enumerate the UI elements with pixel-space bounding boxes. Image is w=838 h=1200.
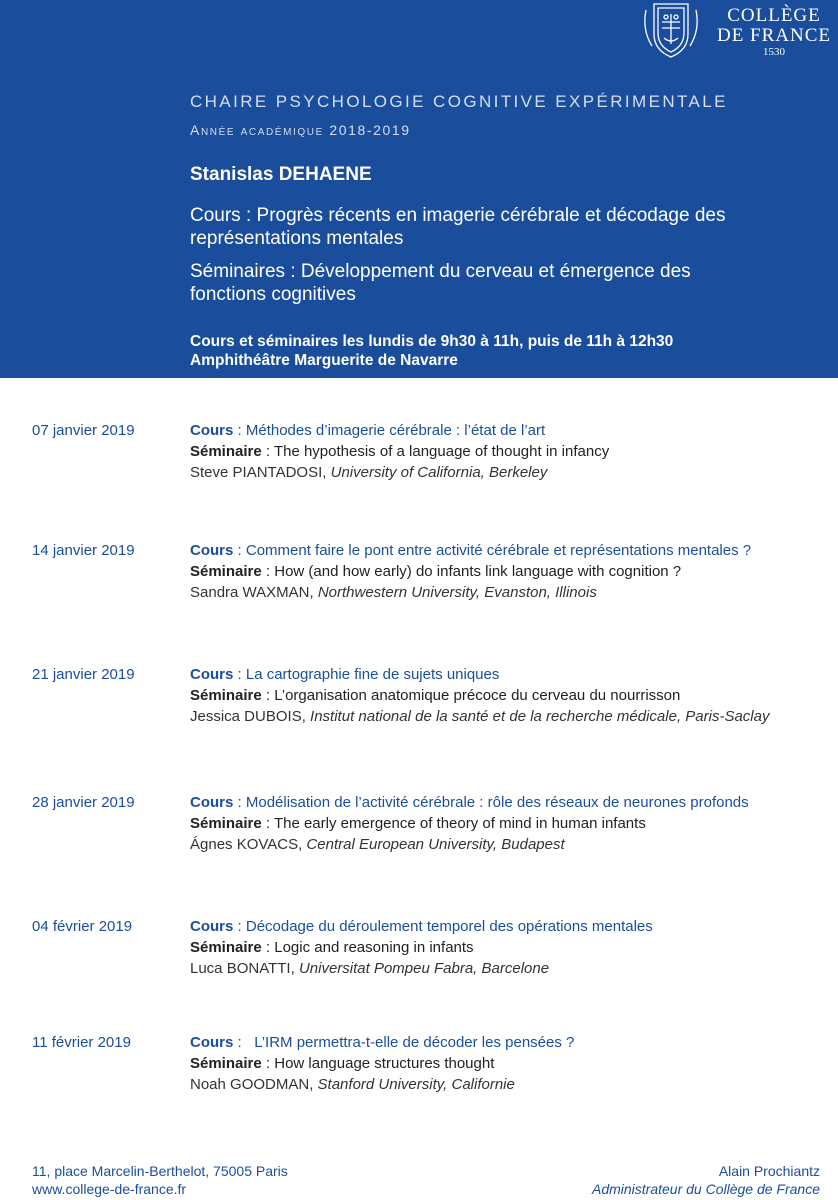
course-title: Modélisation de l’activité cérébrale : rôle des réseaux de neurones profonds — [245, 794, 749, 811]
session-speaker — [190, 464, 547, 481]
course-title: Comment faire le pont entre activité cérébrale et représentations mentales ? — [245, 542, 752, 559]
schedule-times: Cours et séminaires les lundis de 9h30 à 11h, puis de 11h à 12h30 — [190, 333, 674, 350]
course-heading: Cours : Progrès récents en imagerie cérébrale et décodage des représentations mentales — [190, 205, 726, 249]
seminar-title: The early emergence of theory of mind in human infants — [273, 815, 646, 832]
logo-text — [714, 6, 834, 58]
course-title: Méthodes d’imagerie cérébrale : l’état de l’art — [245, 422, 546, 439]
session-date: 11 février 2019 — [32, 1034, 131, 1051]
professor-name: Stanislas DEHAENE — [190, 164, 372, 185]
session-date: 21 janvier 2019 — [32, 666, 135, 683]
session-course: Cours : La cartographie fine de sujets uniques — [190, 666, 500, 683]
session-row — [0, 422, 838, 502]
speaker-institution: Institut national de la santé et de la recherche médicale, Paris-Saclay — [310, 708, 770, 725]
session-seminar: Séminaire : How (and how early) do infants link language with cognition ? — [190, 563, 682, 580]
session-speaker — [190, 960, 549, 977]
college-de-france-logo — [628, 0, 838, 62]
session-row — [0, 918, 838, 998]
course-label: Cours — [190, 666, 234, 683]
session-speaker — [190, 584, 597, 601]
seminar-title: Logic and reasoning in infants — [274, 939, 474, 956]
course-label: Cours — [190, 422, 234, 439]
logo-line-1: COLLÈGE — [727, 5, 821, 26]
chair-title: CHAIRE PSYCHOLOGIE COGNITIVE EXPÉRIMENTALE — [190, 92, 728, 111]
schedule-info — [190, 332, 673, 370]
speaker-name: Sandra WAXMAN, — [190, 584, 314, 601]
seminar-title: The hypothesis of a language of thought in infancy — [273, 443, 610, 460]
session-date: 07 janvier 2019 — [32, 422, 135, 439]
session-row — [0, 794, 838, 874]
seminar-heading-label: Séminaires — [190, 261, 286, 282]
seminar-label: Séminaire — [190, 443, 262, 460]
seminar-label: Séminaire — [190, 687, 262, 704]
header-banner — [0, 0, 838, 378]
course-label: Cours — [190, 1034, 234, 1051]
speaker-institution: Stanford University, Californie — [317, 1076, 515, 1093]
speaker-institution: Universitat Pompeu Fabra, Barcelone — [298, 960, 550, 977]
seminar-label: Séminaire — [190, 563, 262, 580]
seminar-title: L’organisation anatomique précoce du cerveau du nourrisson — [274, 687, 681, 704]
seminar-title: How (and how early) do infants link language with cognition ? — [274, 563, 682, 580]
session-seminar: Séminaire : Logic and reasoning in infants — [190, 939, 474, 956]
session-course: Cours : Comment faire le pont entre activité cérébrale et représentations mentales ? — [190, 542, 752, 559]
session-speaker — [190, 836, 565, 853]
crest-icon — [640, 0, 702, 60]
seminar-label: Séminaire — [190, 1055, 262, 1072]
seminar-title: How language structures thought — [274, 1055, 495, 1072]
schedule-location: Amphithéâtre Marguerite de Navarre — [190, 352, 458, 369]
session-seminar: Séminaire : The hypothesis of a language of thought in infancy — [190, 443, 610, 460]
academic-year: Année académique 2018-2019 — [190, 122, 411, 138]
session-course: Cours : Décodage du déroulement temporel des opérations mentales — [190, 918, 653, 935]
course-heading-label: Cours — [190, 205, 241, 226]
administrator-name: Alain Prochiantz — [718, 1163, 820, 1179]
speaker-institution: University of California, Berkeley — [330, 464, 548, 481]
logo-founding-year: 1530 — [763, 46, 785, 58]
session-course: Cours : Modélisation de l’activité cérébrale : rôle des réseaux de neurones profonds — [190, 794, 749, 811]
session-course: Cours : Méthodes d’imagerie cérébrale : l’état de l’art — [190, 422, 546, 439]
course-title: La cartographie fine de sujets uniques — [245, 666, 500, 683]
session-row — [0, 1034, 838, 1114]
session-seminar: Séminaire : L’organisation anatomique précoce du cerveau du nourrisson — [190, 687, 681, 704]
session-course: Cours : L’IRM permettra-t-elle de décoder les pensées ? — [190, 1034, 575, 1051]
session-speaker — [190, 1076, 515, 1093]
speaker-name: Ágnes KOVACS, — [190, 836, 303, 853]
speaker-name: Steve PIANTADOSI, — [190, 464, 327, 481]
course-label: Cours — [190, 794, 234, 811]
session-seminar: Séminaire : The early emergence of theory of mind in human infants — [190, 815, 646, 832]
session-date: 04 février 2019 — [32, 918, 133, 935]
speaker-institution: Northwestern University, Evanston, Illinois — [317, 584, 597, 601]
course-label: Cours — [190, 542, 234, 559]
session-date: 14 janvier 2019 — [32, 542, 135, 559]
session-row — [0, 542, 838, 622]
footer-website-link[interactable]: www.college-de-france.fr — [32, 1181, 187, 1197]
session-seminar: Séminaire : How language structures thought — [190, 1055, 495, 1072]
seminar-heading-title: Développement du cerveau et émergence des fonctions cognitives — [190, 261, 691, 305]
seminar-label: Séminaire — [190, 939, 262, 956]
footer-contact — [32, 1162, 288, 1198]
course-heading-title: Progrès récents en imagerie cérébrale et décodage des représentations mentales — [190, 205, 726, 249]
speaker-name: Luca BONATTI, — [190, 960, 295, 977]
footer-address: 11, place Marcelin-Berthelot, 75005 Paris — [32, 1163, 288, 1179]
seminar-label: Séminaire — [190, 815, 262, 832]
session-speaker — [190, 708, 769, 725]
session-date: 28 janvier 2019 — [32, 794, 135, 811]
speaker-name: Noah GOODMAN, — [190, 1076, 314, 1093]
course-title: Décodage du déroulement temporel des opérations mentales — [245, 918, 653, 935]
speaker-name: Jessica DUBOIS, — [190, 708, 306, 725]
footer-signature — [592, 1162, 820, 1198]
administrator-title: Administrateur du Collège de France — [591, 1181, 820, 1197]
course-label: Cours — [190, 918, 234, 935]
course-title: L’IRM permettra-t-elle de décoder les pensées ? — [254, 1034, 575, 1051]
seminar-heading: Séminaires : Développement du cerveau et émergence des fonctions cognitives — [190, 261, 691, 305]
speaker-institution: Central European University, Budapest — [306, 836, 565, 853]
session-row — [0, 666, 838, 746]
logo-line-2: DE FRANCE — [716, 25, 832, 46]
